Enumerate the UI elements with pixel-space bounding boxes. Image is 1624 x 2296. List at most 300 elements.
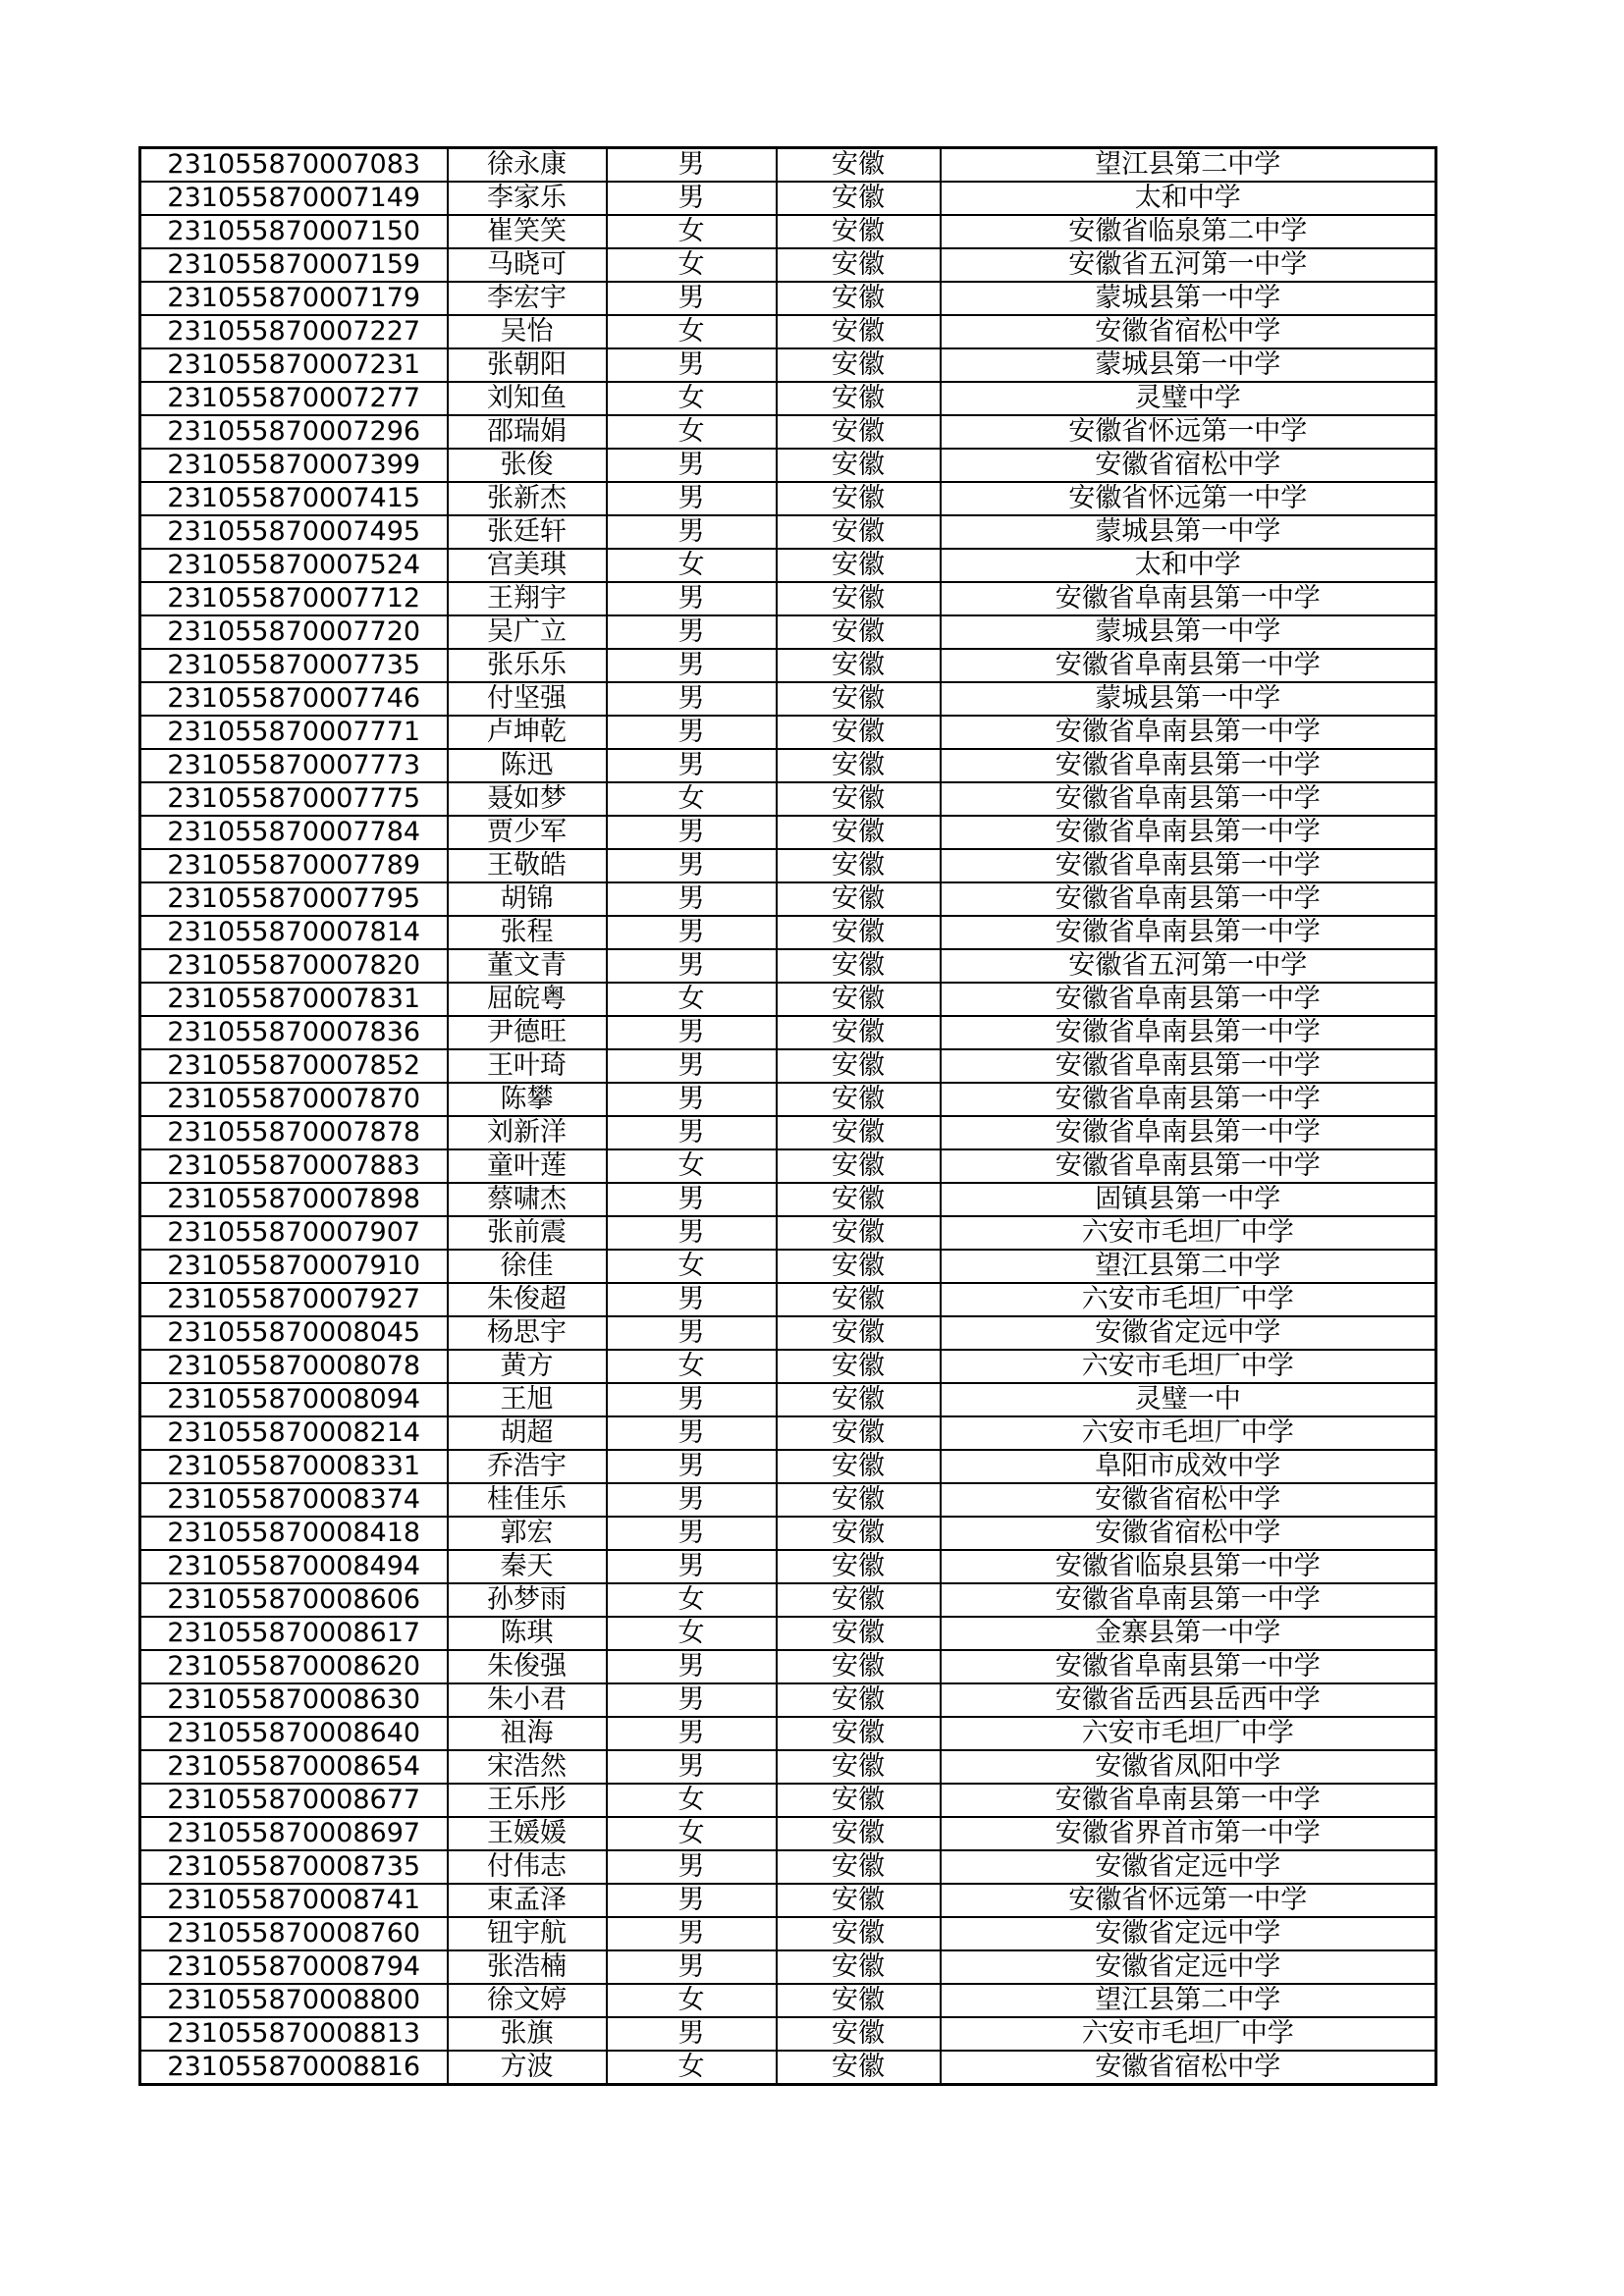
school-cell: 太和中学 — [941, 182, 1436, 215]
gender-cell: 男 — [607, 816, 777, 849]
table-row — [140, 1717, 1436, 1750]
table-row — [140, 1784, 1436, 1817]
table-row — [140, 148, 1436, 183]
gender-cell: 男 — [607, 1283, 777, 1316]
name-cell: 贾少军 — [448, 816, 607, 849]
table-row — [140, 1016, 1436, 1049]
exam-id-cell: 231055870007836 — [140, 1016, 448, 1049]
name-cell: 卢坤乾 — [448, 716, 607, 749]
province-cell: 安徽 — [777, 1083, 941, 1116]
school-cell: 安徽省五河第一中学 — [941, 949, 1436, 983]
province-cell: 安徽 — [777, 849, 941, 882]
gender-cell: 男 — [607, 615, 777, 649]
school-cell: 六安市毛坦厂中学 — [941, 1717, 1436, 1750]
name-cell: 王敬皓 — [448, 849, 607, 882]
name-cell: 吴怡 — [448, 315, 607, 348]
table-row — [140, 983, 1436, 1016]
name-cell: 蔡啸杰 — [448, 1183, 607, 1216]
province-cell: 安徽 — [777, 148, 941, 183]
province-cell: 安徽 — [777, 449, 941, 482]
exam-id-cell: 231055870007712 — [140, 582, 448, 615]
province-cell: 安徽 — [777, 1016, 941, 1049]
school-cell: 蒙城县第一中学 — [941, 682, 1436, 716]
name-cell: 孙梦雨 — [448, 1583, 607, 1617]
province-cell: 安徽 — [777, 1283, 941, 1316]
exam-id-cell: 231055870007820 — [140, 949, 448, 983]
name-cell: 黄方 — [448, 1350, 607, 1383]
table-row — [140, 615, 1436, 649]
province-cell: 安徽 — [777, 749, 941, 782]
name-cell: 宋浩然 — [448, 1750, 607, 1784]
exam-id-cell: 231055870007883 — [140, 1149, 448, 1183]
exam-id-cell: 231055870007296 — [140, 415, 448, 449]
school-cell: 安徽省阜南县第一中学 — [941, 1083, 1436, 1116]
gender-cell: 男 — [607, 1016, 777, 1049]
name-cell: 王翔宇 — [448, 582, 607, 615]
school-cell: 安徽省阜南县第一中学 — [941, 849, 1436, 882]
exam-id-cell: 231055870007773 — [140, 749, 448, 782]
table-row — [140, 1216, 1436, 1250]
gender-cell: 男 — [607, 1383, 777, 1416]
exam-id-cell: 231055870008677 — [140, 1784, 448, 1817]
exam-id-cell: 231055870007789 — [140, 849, 448, 882]
province-cell: 安徽 — [777, 1149, 941, 1183]
name-cell: 陈琪 — [448, 1617, 607, 1650]
school-cell: 安徽省阜南县第一中学 — [941, 1116, 1436, 1149]
name-cell: 朱俊超 — [448, 1283, 607, 1316]
table-row — [140, 248, 1436, 282]
name-cell: 刘知鱼 — [448, 382, 607, 415]
province-cell: 安徽 — [777, 382, 941, 415]
table-row — [140, 1884, 1436, 1917]
name-cell: 董文青 — [448, 949, 607, 983]
table-row — [140, 1383, 1436, 1416]
exam-id-cell: 231055870007735 — [140, 649, 448, 682]
school-cell: 灵璧一中 — [941, 1383, 1436, 1416]
province-cell: 安徽 — [777, 882, 941, 916]
province-cell: 安徽 — [777, 615, 941, 649]
exam-id-cell: 231055870007231 — [140, 348, 448, 382]
school-cell: 六安市毛坦厂中学 — [941, 1283, 1436, 1316]
school-cell: 阜阳市成效中学 — [941, 1450, 1436, 1483]
table-row — [140, 1583, 1436, 1617]
exam-id-cell: 231055870007831 — [140, 983, 448, 1016]
gender-cell: 男 — [607, 1683, 777, 1717]
exam-id-cell: 231055870007771 — [140, 716, 448, 749]
school-cell: 安徽省宿松中学 — [941, 449, 1436, 482]
table-row — [140, 1984, 1436, 2017]
name-cell: 张前震 — [448, 1216, 607, 1250]
province-cell: 安徽 — [777, 549, 941, 582]
gender-cell: 女 — [607, 1984, 777, 2017]
name-cell: 方波 — [448, 2051, 607, 2085]
exam-id-cell: 231055870008816 — [140, 2051, 448, 2085]
gender-cell: 女 — [607, 382, 777, 415]
name-cell: 杨思宇 — [448, 1316, 607, 1350]
exam-id-cell: 231055870007795 — [140, 882, 448, 916]
province-cell: 安徽 — [777, 315, 941, 348]
province-cell: 安徽 — [777, 1316, 941, 1350]
table-row — [140, 1416, 1436, 1450]
exam-id-cell: 231055870007524 — [140, 549, 448, 582]
school-cell: 安徽省怀远第一中学 — [941, 415, 1436, 449]
exam-id-cell: 231055870007083 — [140, 148, 448, 183]
name-cell: 邵瑞娟 — [448, 415, 607, 449]
gender-cell: 女 — [607, 549, 777, 582]
school-cell: 安徽省阜南县第一中学 — [941, 1784, 1436, 1817]
gender-cell: 女 — [607, 1149, 777, 1183]
exam-id-cell: 231055870007784 — [140, 816, 448, 849]
province-cell: 安徽 — [777, 1450, 941, 1483]
table-row — [140, 1850, 1436, 1884]
exam-id-cell: 231055870007415 — [140, 482, 448, 515]
gender-cell: 男 — [607, 1884, 777, 1917]
province-cell: 安徽 — [777, 1483, 941, 1517]
exam-id-cell: 231055870008794 — [140, 1950, 448, 1984]
name-cell: 张俊 — [448, 449, 607, 482]
name-cell: 张程 — [448, 916, 607, 949]
table-row — [140, 515, 1436, 549]
gender-cell: 男 — [607, 1316, 777, 1350]
gender-cell: 男 — [607, 749, 777, 782]
school-cell: 蒙城县第一中学 — [941, 615, 1436, 649]
name-cell: 陈迅 — [448, 749, 607, 782]
table-row — [140, 1250, 1436, 1283]
table-row — [140, 716, 1436, 749]
school-cell: 六安市毛坦厂中学 — [941, 1416, 1436, 1450]
school-cell: 安徽省阜南县第一中学 — [941, 1583, 1436, 1617]
gender-cell: 女 — [607, 248, 777, 282]
table-row — [140, 882, 1436, 916]
table-row — [140, 348, 1436, 382]
province-cell: 安徽 — [777, 348, 941, 382]
province-cell: 安徽 — [777, 1250, 941, 1283]
province-cell: 安徽 — [777, 415, 941, 449]
province-cell: 安徽 — [777, 983, 941, 1016]
gender-cell: 男 — [607, 1550, 777, 1583]
name-cell: 祖海 — [448, 1717, 607, 1750]
school-cell: 安徽省阜南县第一中学 — [941, 983, 1436, 1016]
province-cell: 安徽 — [777, 482, 941, 515]
gender-cell: 男 — [607, 1049, 777, 1083]
name-cell: 吴广立 — [448, 615, 607, 649]
table-row — [140, 1550, 1436, 1583]
gender-cell: 男 — [607, 1650, 777, 1683]
gender-cell: 男 — [607, 849, 777, 882]
gender-cell: 男 — [607, 1717, 777, 1750]
school-cell: 安徽省阜南县第一中学 — [941, 782, 1436, 816]
gender-cell: 男 — [607, 182, 777, 215]
exam-id-cell: 231055870007898 — [140, 1183, 448, 1216]
province-cell: 安徽 — [777, 1216, 941, 1250]
table-row — [140, 1517, 1436, 1550]
gender-cell: 男 — [607, 649, 777, 682]
province-cell: 安徽 — [777, 1583, 941, 1617]
school-cell: 六安市毛坦厂中学 — [941, 2017, 1436, 2051]
table-row — [140, 1283, 1436, 1316]
school-cell: 安徽省宿松中学 — [941, 1517, 1436, 1550]
gender-cell: 男 — [607, 1483, 777, 1517]
table-row — [140, 1083, 1436, 1116]
school-cell: 安徽省阜南县第一中学 — [941, 582, 1436, 615]
school-cell: 固镇县第一中学 — [941, 1183, 1436, 1216]
gender-cell: 男 — [607, 582, 777, 615]
school-cell: 安徽省阜南县第一中学 — [941, 816, 1436, 849]
name-cell: 王叶琦 — [448, 1049, 607, 1083]
school-cell: 安徽省阜南县第一中学 — [941, 1016, 1436, 1049]
school-cell: 太和中学 — [941, 549, 1436, 582]
school-cell: 安徽省宿松中学 — [941, 315, 1436, 348]
province-cell: 安徽 — [777, 248, 941, 282]
exam-id-cell: 231055870007159 — [140, 248, 448, 282]
gender-cell: 男 — [607, 1750, 777, 1784]
table-row — [140, 1316, 1436, 1350]
name-cell: 宫美琪 — [448, 549, 607, 582]
school-cell: 安徽省临泉第二中学 — [941, 215, 1436, 248]
table-row — [140, 849, 1436, 882]
province-cell: 安徽 — [777, 1517, 941, 1550]
name-cell: 张浩楠 — [448, 1950, 607, 1984]
province-cell: 安徽 — [777, 1383, 941, 1416]
province-cell: 安徽 — [777, 682, 941, 716]
province-cell: 安徽 — [777, 816, 941, 849]
table-row — [140, 1683, 1436, 1717]
name-cell: 李宏宇 — [448, 282, 607, 315]
gender-cell: 男 — [607, 916, 777, 949]
name-cell: 刘新洋 — [448, 1116, 607, 1149]
gender-cell: 男 — [607, 148, 777, 183]
table-row — [140, 1750, 1436, 1784]
gender-cell: 女 — [607, 1784, 777, 1817]
gender-cell: 男 — [607, 449, 777, 482]
exam-id-cell: 231055870008494 — [140, 1550, 448, 1583]
gender-cell: 男 — [607, 1517, 777, 1550]
student-list-table — [138, 146, 1437, 2086]
exam-id-cell: 231055870007227 — [140, 315, 448, 348]
name-cell: 马晓可 — [448, 248, 607, 282]
gender-cell: 女 — [607, 215, 777, 248]
province-cell: 安徽 — [777, 1817, 941, 1850]
school-cell: 安徽省五河第一中学 — [941, 248, 1436, 282]
name-cell: 张新杰 — [448, 482, 607, 515]
school-cell: 安徽省宿松中学 — [941, 1483, 1436, 1517]
table-row — [140, 282, 1436, 315]
school-cell: 安徽省定远中学 — [941, 1917, 1436, 1950]
province-cell: 安徽 — [777, 1650, 941, 1683]
province-cell: 安徽 — [777, 1683, 941, 1717]
name-cell: 张乐乐 — [448, 649, 607, 682]
name-cell: 钮宇航 — [448, 1917, 607, 1950]
gender-cell: 男 — [607, 1416, 777, 1450]
gender-cell: 男 — [607, 682, 777, 716]
table-row — [140, 582, 1436, 615]
province-cell: 安徽 — [777, 1917, 941, 1950]
province-cell: 安徽 — [777, 1984, 941, 2017]
province-cell: 安徽 — [777, 1183, 941, 1216]
table-row — [140, 1483, 1436, 1517]
table-row — [140, 1917, 1436, 1950]
exam-id-cell: 231055870008741 — [140, 1884, 448, 1917]
exam-id-cell: 231055870008813 — [140, 2017, 448, 2051]
gender-cell: 女 — [607, 1617, 777, 1650]
gender-cell: 男 — [607, 716, 777, 749]
school-cell: 安徽省宿松中学 — [941, 2051, 1436, 2085]
name-cell: 朱俊强 — [448, 1650, 607, 1683]
name-cell: 王乐彤 — [448, 1784, 607, 1817]
exam-id-cell: 231055870008800 — [140, 1984, 448, 2017]
name-cell: 胡锦 — [448, 882, 607, 916]
gender-cell: 女 — [607, 1817, 777, 1850]
exam-id-cell: 231055870008735 — [140, 1850, 448, 1884]
name-cell: 王媛媛 — [448, 1817, 607, 1850]
gender-cell: 男 — [607, 482, 777, 515]
name-cell: 桂佳乐 — [448, 1483, 607, 1517]
exam-id-cell: 231055870007870 — [140, 1083, 448, 1116]
table-row — [140, 1617, 1436, 1650]
province-cell: 安徽 — [777, 1550, 941, 1583]
exam-id-cell: 231055870007277 — [140, 382, 448, 415]
exam-id-cell: 231055870008094 — [140, 1383, 448, 1416]
gender-cell: 男 — [607, 949, 777, 983]
table-row — [140, 749, 1436, 782]
exam-id-cell: 231055870008654 — [140, 1750, 448, 1784]
gender-cell: 女 — [607, 2051, 777, 2085]
school-cell: 安徽省阜南县第一中学 — [941, 1049, 1436, 1083]
exam-id-cell: 231055870007878 — [140, 1116, 448, 1149]
name-cell: 束孟泽 — [448, 1884, 607, 1917]
name-cell: 徐永康 — [448, 148, 607, 183]
exam-id-cell: 231055870007720 — [140, 615, 448, 649]
school-cell: 安徽省凤阳中学 — [941, 1750, 1436, 1784]
school-cell: 蒙城县第一中学 — [941, 348, 1436, 382]
school-cell: 蒙城县第一中学 — [941, 515, 1436, 549]
exam-id-cell: 231055870008331 — [140, 1450, 448, 1483]
school-cell: 安徽省阜南县第一中学 — [941, 649, 1436, 682]
school-cell: 安徽省界首市第一中学 — [941, 1817, 1436, 1850]
student-list-body — [140, 148, 1436, 2085]
province-cell: 安徽 — [777, 1750, 941, 1784]
province-cell: 安徽 — [777, 582, 941, 615]
exam-id-cell: 231055870007495 — [140, 515, 448, 549]
province-cell: 安徽 — [777, 782, 941, 816]
province-cell: 安徽 — [777, 716, 941, 749]
school-cell: 安徽省岳西县岳西中学 — [941, 1683, 1436, 1717]
province-cell: 安徽 — [777, 949, 941, 983]
province-cell: 安徽 — [777, 2017, 941, 2051]
province-cell: 安徽 — [777, 1350, 941, 1383]
exam-id-cell: 231055870008045 — [140, 1316, 448, 1350]
name-cell: 郭宏 — [448, 1517, 607, 1550]
province-cell: 安徽 — [777, 916, 941, 949]
province-cell: 安徽 — [777, 1717, 941, 1750]
province-cell: 安徽 — [777, 282, 941, 315]
name-cell: 王旭 — [448, 1383, 607, 1416]
table-row — [140, 415, 1436, 449]
table-row — [140, 1450, 1436, 1483]
province-cell: 安徽 — [777, 649, 941, 682]
name-cell: 胡超 — [448, 1416, 607, 1450]
table-row — [140, 215, 1436, 248]
gender-cell: 女 — [607, 1350, 777, 1383]
table-row — [140, 182, 1436, 215]
table-row — [140, 2051, 1436, 2085]
table-row — [140, 682, 1436, 716]
name-cell: 朱小君 — [448, 1683, 607, 1717]
school-cell: 灵璧中学 — [941, 382, 1436, 415]
province-cell: 安徽 — [777, 1850, 941, 1884]
province-cell: 安徽 — [777, 515, 941, 549]
exam-id-cell: 231055870007910 — [140, 1250, 448, 1283]
exam-id-cell: 231055870007775 — [140, 782, 448, 816]
school-cell: 望江县第二中学 — [941, 1250, 1436, 1283]
school-cell: 安徽省阜南县第一中学 — [941, 882, 1436, 916]
exam-id-cell: 231055870008630 — [140, 1683, 448, 1717]
school-cell: 安徽省阜南县第一中学 — [941, 1149, 1436, 1183]
table-row — [140, 382, 1436, 415]
province-cell: 安徽 — [777, 215, 941, 248]
province-cell: 安徽 — [777, 1884, 941, 1917]
gender-cell: 女 — [607, 1250, 777, 1283]
gender-cell: 男 — [607, 1950, 777, 1984]
exam-id-cell: 231055870007907 — [140, 1216, 448, 1250]
name-cell: 陈攀 — [448, 1083, 607, 1116]
exam-id-cell: 231055870008214 — [140, 1416, 448, 1450]
exam-id-cell: 231055870007746 — [140, 682, 448, 716]
gender-cell: 男 — [607, 282, 777, 315]
name-cell: 徐文婷 — [448, 1984, 607, 2017]
school-cell: 望江县第二中学 — [941, 148, 1436, 183]
name-cell: 童叶莲 — [448, 1149, 607, 1183]
school-cell: 六安市毛坦厂中学 — [941, 1216, 1436, 1250]
school-cell: 望江县第二中学 — [941, 1984, 1436, 2017]
school-cell: 安徽省阜南县第一中学 — [941, 1650, 1436, 1683]
exam-id-cell: 231055870007814 — [140, 916, 448, 949]
province-cell: 安徽 — [777, 182, 941, 215]
exam-id-cell: 231055870007150 — [140, 215, 448, 248]
name-cell: 尹德旺 — [448, 1016, 607, 1049]
gender-cell: 男 — [607, 1183, 777, 1216]
gender-cell: 女 — [607, 983, 777, 1016]
gender-cell: 男 — [607, 348, 777, 382]
school-cell: 安徽省阜南县第一中学 — [941, 749, 1436, 782]
name-cell: 张廷轩 — [448, 515, 607, 549]
table-row — [140, 1049, 1436, 1083]
gender-cell: 女 — [607, 782, 777, 816]
table-row — [140, 549, 1436, 582]
school-cell: 安徽省阜南县第一中学 — [941, 916, 1436, 949]
table-row — [140, 315, 1436, 348]
name-cell: 付伟志 — [448, 1850, 607, 1884]
name-cell: 秦天 — [448, 1550, 607, 1583]
gender-cell: 男 — [607, 1216, 777, 1250]
province-cell: 安徽 — [777, 1784, 941, 1817]
gender-cell: 男 — [607, 1083, 777, 1116]
gender-cell: 男 — [607, 515, 777, 549]
gender-cell: 男 — [607, 1116, 777, 1149]
table-row — [140, 949, 1436, 983]
name-cell: 张朝阳 — [448, 348, 607, 382]
gender-cell: 男 — [607, 1450, 777, 1483]
exam-id-cell: 231055870007927 — [140, 1283, 448, 1316]
exam-id-cell: 231055870008620 — [140, 1650, 448, 1683]
school-cell: 安徽省阜南县第一中学 — [941, 716, 1436, 749]
school-cell: 安徽省定远中学 — [941, 1950, 1436, 1984]
gender-cell: 女 — [607, 415, 777, 449]
table-row — [140, 1350, 1436, 1383]
province-cell: 安徽 — [777, 2051, 941, 2085]
province-cell: 安徽 — [777, 1049, 941, 1083]
province-cell: 安徽 — [777, 1950, 941, 1984]
